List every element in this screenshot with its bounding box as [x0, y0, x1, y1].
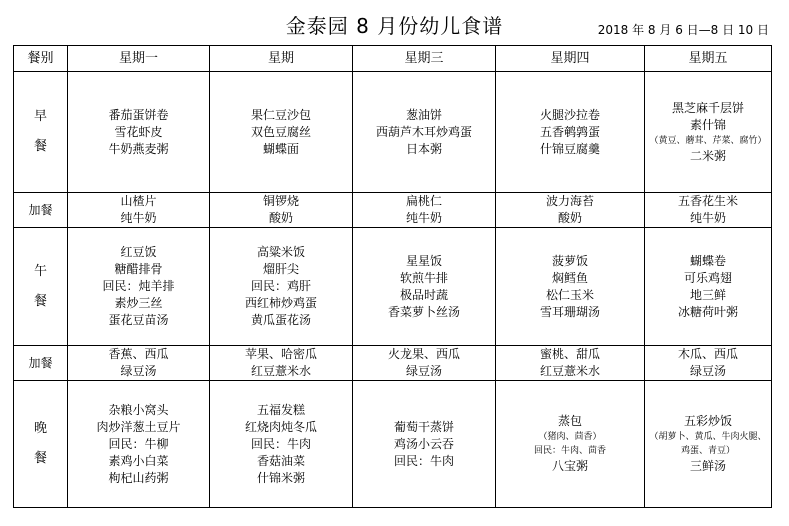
menu-cell: 山楂片 纯牛奶: [68, 193, 210, 228]
meal-label-dinner: 晚 餐: [14, 381, 68, 508]
meal-row-dinner: [14, 381, 772, 508]
menu-cell: 波力海苔 酸奶: [496, 193, 645, 228]
header-day-tuesday: 星期: [210, 46, 353, 72]
menu-cell: 香蕉、西瓜 绿豆汤: [68, 346, 210, 381]
meal-row-lunch: [14, 228, 772, 346]
menu-cell: 五福发糕 红烧肉炖冬瓜 回民：牛肉 香菇油菜 什锦米粥: [210, 381, 353, 508]
meal-row-breakfast: [14, 72, 772, 193]
meal-label-snack-2: 加餐: [14, 346, 68, 381]
menu-cell: 黑芝麻千层饼 素什锦 （黄豆、蘑茸、芹菜、腐竹） 二米粥: [645, 72, 772, 193]
header-day-friday: 星期五: [645, 46, 772, 72]
menu-cell: 蒸包 （猪肉、茴香） 回民：牛肉、茴香 八宝粥: [496, 381, 645, 508]
ingredient-note: （猪肉、茴香）: [538, 432, 602, 442]
menu-cell: 扁桃仁 纯牛奶: [353, 193, 496, 228]
meal-label-lunch: 午 餐: [14, 228, 68, 346]
meal-label-snack-1: 加餐: [14, 193, 68, 228]
menu-cell: 蜜桃、甜瓜 红豆薏米水: [496, 346, 645, 381]
date-range: 2018 年 8 月 6 日—8 日 10 日: [597, 23, 769, 37]
menu-cell: 五香花生米 纯牛奶: [645, 193, 772, 228]
ingredient-note: 鸡蛋、青豆）: [680, 446, 735, 456]
header-category: 餐别: [14, 46, 68, 72]
menu-cell: 铜锣烧 酸奶: [210, 193, 353, 228]
menu-cell: 苹果、哈密瓜 红豆薏米水: [210, 346, 353, 381]
menu-cell: 红豆饭 糖醋排骨 回民：炖羊排 素炒三丝 蛋花豆苗汤: [68, 228, 210, 346]
menu-cell: 火龙果、西瓜 绿豆汤: [353, 346, 496, 381]
meal-label-breakfast: 早 餐: [14, 72, 68, 193]
menu-cell: 葱油饼 西葫芦木耳炒鸡蛋 日本粥: [353, 72, 496, 193]
header-day-monday: 星期一: [68, 46, 210, 72]
page-title: 金泰园 8 月份幼儿食谱: [285, 14, 504, 38]
menu-cell: 番茄蛋饼卷 雪花虾皮 牛奶燕麦粥: [68, 72, 210, 193]
menu-cell: 五彩炒饭 （胡萝卜、黄瓜、牛肉火腿、 鸡蛋、青豆） 三鲜汤: [645, 381, 772, 508]
menu-cell: 蝴蝶卷 可乐鸡翅 地三鲜 冰糖荷叶粥: [645, 228, 772, 346]
ingredient-note: （胡萝卜、黄瓜、牛肉火腿、: [649, 432, 767, 442]
menu-cell: 杂粮小窝头 肉炒洋葱土豆片 回民：牛柳 素鸡小白菜 枸杞山药粥: [68, 381, 210, 508]
menu-cell: 果仁豆沙包 双色豆腐丝 蝴蝶面: [210, 72, 353, 193]
ingredient-note: （黄豆、蘑茸、芹菜、腐竹）: [649, 135, 767, 146]
menu-cell: 木瓜、西瓜 绿豆汤: [645, 346, 772, 381]
header-day-thursday: 星期四: [496, 46, 645, 72]
header-row: [14, 46, 772, 72]
menu-cell: 星星饭 软煎牛排 极品时蔬 香菜萝卜丝汤: [353, 228, 496, 346]
meal-row-snack-1: [14, 193, 772, 228]
menu-cell: 高粱米饭 熘肝尖 回民：鸡肝 西红柿炒鸡蛋 黄瓜蛋花汤: [210, 228, 353, 346]
menu-cell: 葡萄干蒸饼 鸡汤小云吞 回民：牛肉: [353, 381, 496, 508]
menu-table: [13, 45, 772, 508]
menu-cell: 火腿沙拉卷 五香鹌鹑蛋 什锦豆腐羹: [496, 72, 645, 193]
meal-row-snack-2: [14, 346, 772, 381]
ingredient-note: 回民：牛肉、茴香: [533, 446, 606, 456]
menu-cell: 菠萝饭 焖鳕鱼 松仁玉米 雪耳珊瑚汤: [496, 228, 645, 346]
header-day-wednesday: 星期三: [353, 46, 496, 72]
